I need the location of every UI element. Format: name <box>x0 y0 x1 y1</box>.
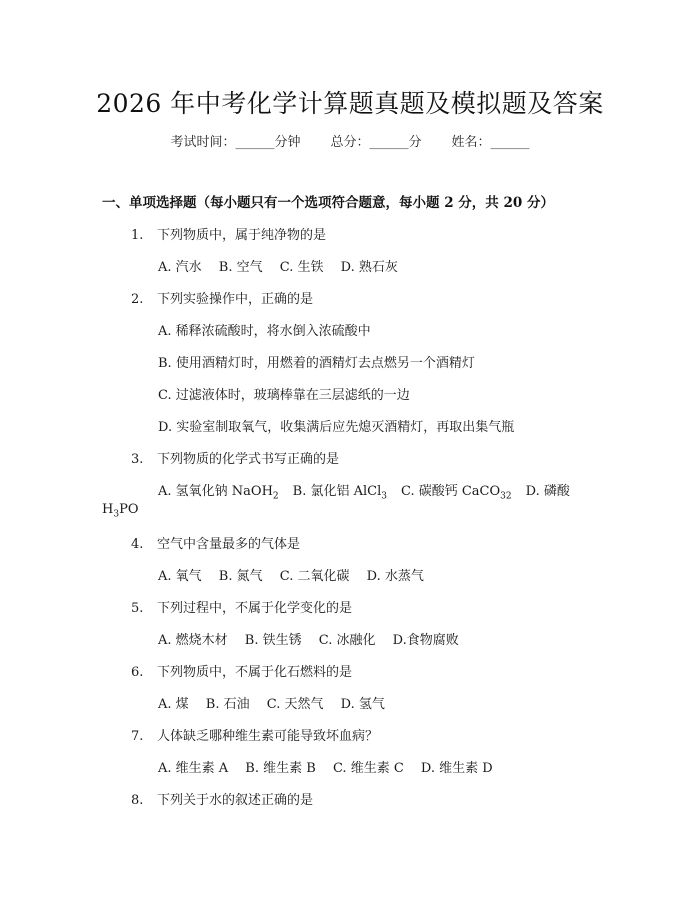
question-stem: 下列物质的化学式书写正确的是 <box>157 452 340 467</box>
question-stem: 下列实验操作中，正确的是 <box>157 292 314 307</box>
question-4 <box>131 533 300 552</box>
option-b: B. 氯化铝 AlCl$_3$ <box>292 484 387 502</box>
exam-time-field: 考试时间：______分钟 <box>170 135 301 150</box>
question-number: 3. <box>131 452 144 467</box>
exam-info <box>0 131 700 150</box>
question-8 <box>131 789 313 808</box>
question-stem: 人体缺乏哪种维生素可能导致坏血病？ <box>157 729 379 744</box>
question-number: 8. <box>131 793 144 808</box>
question-2-option-d: D. 实验室制取氧气，收集满后应先熄灭酒精灯，再取出集气瓶 <box>158 420 515 435</box>
question-stem: 下列过程中，不属于化学变化的是 <box>157 601 353 616</box>
option-c: C. 碳酸钙 CaCO$_{32}$ <box>400 484 512 502</box>
question-3 <box>131 448 339 467</box>
question-number: 2. <box>131 292 144 307</box>
question-5 <box>131 597 352 616</box>
page-title: 2026 年中考化学计算题真题及模拟题及答案 <box>96 89 604 118</box>
question-2-option-c: C. 过滤液体时，玻璃棒靠在三层滤纸的一边 <box>158 388 410 403</box>
question-6 <box>131 661 352 680</box>
question-number: 6. <box>131 665 144 680</box>
question-number: 5. <box>131 601 144 616</box>
question-5-options: A. 燃烧木材 B. 铁生锈 C. 冰融化 D.食物腐败 <box>158 633 459 648</box>
question-2-option-b: B. 使用酒精灯时，用燃着的酒精灯去点燃另一个酒精灯 <box>158 356 475 371</box>
section-heading: 一、单项选择题（每小题只有一个选项符合题意，每小题 2 分，共 20 分） <box>102 195 554 211</box>
option-a: A. 氢氧化钠 NaOH$_2$ <box>158 484 279 502</box>
question-7-options: A. 维生素 A B. 维生素 B C. 维生素 C D. 维生素 D <box>158 761 493 776</box>
exam-name-field: 姓名：______ <box>451 135 530 150</box>
question-4-options: A. 氧气 B. 氮气 C. 二氧化碳 D. 水蒸气 <box>158 569 424 584</box>
question-1 <box>131 224 326 243</box>
question-stem: 下列物质中，属于纯净物的是 <box>157 228 327 243</box>
exam-score-field: 总分：______分 <box>330 135 422 150</box>
question-6-options: A. 煤 B. 石油 C. 天然气 D. 氢气 <box>158 697 385 712</box>
question-number: 7. <box>131 729 144 744</box>
question-number: 4. <box>131 537 144 552</box>
question-stem: 下列物质中，不属于化石燃料的是 <box>157 665 353 680</box>
question-2 <box>131 288 313 307</box>
question-stem: 空气中含量最多的气体是 <box>157 537 301 552</box>
question-7 <box>131 725 378 744</box>
question-stem: 下列关于水的叙述正确的是 <box>157 793 314 808</box>
question-3-option-d-continuation: $H_3PO$ <box>102 502 139 520</box>
question-1-options: A. 汽水 B. 空气 C. 生铁 D. 熟石灰 <box>158 260 398 275</box>
option-d: D. 磷酸 <box>525 484 570 499</box>
question-3-options <box>158 480 570 502</box>
question-2-option-a: A. 稀释浓硫酸时，将水倒入浓硫酸中 <box>158 324 371 339</box>
question-number: 1. <box>131 228 144 243</box>
